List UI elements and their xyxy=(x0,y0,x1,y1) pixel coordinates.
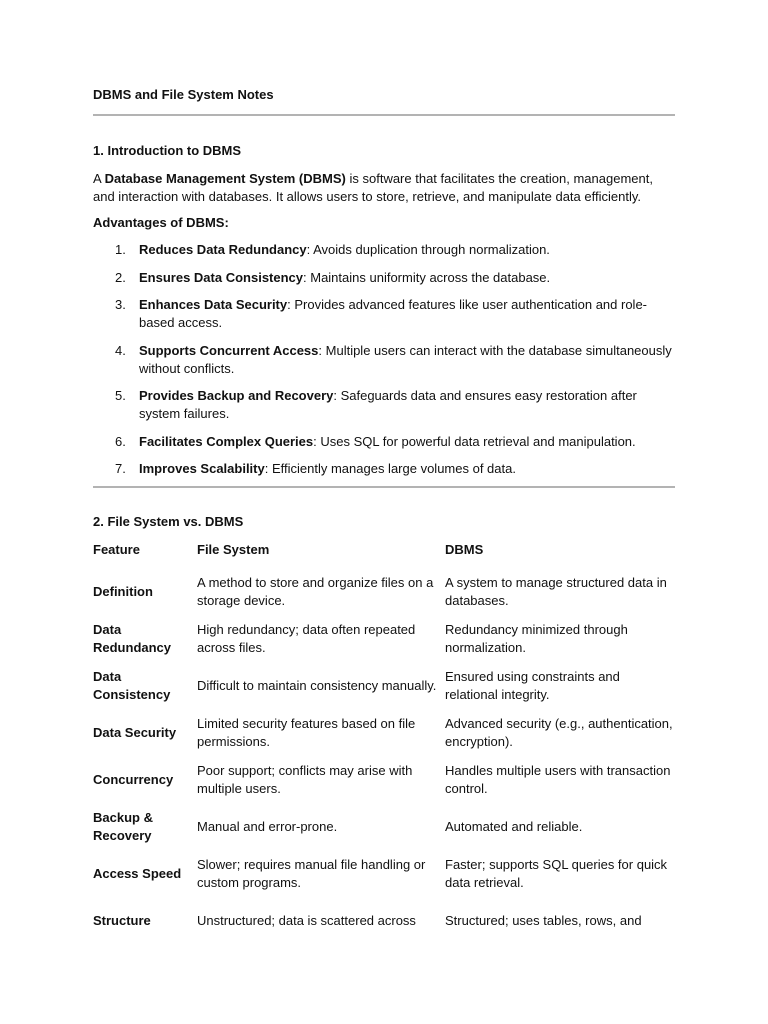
table-cell-file-system: A method to store and organize files on a storage device. xyxy=(197,574,434,608)
list-number: 3. xyxy=(115,297,126,312)
table-cell-feature: Concurrency xyxy=(93,771,174,787)
list-item-title: Reduces Data Redundancy xyxy=(139,242,307,257)
list-item-title: Enhances Data Security xyxy=(139,297,288,312)
list-number: 7. xyxy=(115,461,126,476)
list-item-text: : Safeguards data and ensures easy restoration after system failures. xyxy=(139,388,637,421)
table-cell-file-system: Limited security features based on file permissions. xyxy=(197,715,416,749)
table-cell-dbms: Faster; supports SQL queries for quick data retrieval. xyxy=(445,856,668,890)
table-cell-file-system: High redundancy; data often repeated across files. xyxy=(197,621,416,655)
section-heading-comparison: 2. File System vs. DBMS xyxy=(93,514,244,529)
advantages-list xyxy=(93,241,675,478)
column-header-file-system: File System xyxy=(197,542,270,557)
table-cell-dbms: Handles multiple users with transaction control. xyxy=(445,762,671,796)
list-item-title: Supports Concurrent Access xyxy=(139,342,319,358)
table-cell-file-system: Poor support; conflicts may arise with multiple users. xyxy=(197,762,413,796)
table-cell-feature: Data Security xyxy=(93,724,177,740)
table-row xyxy=(92,756,676,803)
table-cell-feature: Access Speed xyxy=(93,865,182,881)
table-cell-file-system: Unstructured; data is scattered across xyxy=(197,912,416,928)
table-cell-file-system: Slower; requires manual file handling or custom programs. xyxy=(197,856,426,890)
table-row xyxy=(92,709,676,756)
comparison-table xyxy=(92,541,676,944)
table-cell-dbms: Ensured using constraints and relational integrity. xyxy=(445,668,620,702)
horizontal-rule xyxy=(93,486,675,488)
table-cell-feature: Data Consistency xyxy=(93,668,171,702)
column-header-dbms: DBMS xyxy=(445,542,484,557)
table-cell-dbms: Automated and reliable. xyxy=(445,818,583,834)
list-item-text: : Provides advanced features like user authentication and role-based access. xyxy=(139,297,648,330)
table-row xyxy=(92,803,676,850)
intro-text-bold: Database Management System (DBMS) xyxy=(104,171,346,186)
table-row xyxy=(92,850,676,897)
table-cell-feature: Definition xyxy=(93,583,153,599)
section-heading-introduction: 1. Introduction to DBMS xyxy=(93,143,242,158)
section-comparison xyxy=(93,513,675,944)
table-header-row xyxy=(92,541,676,568)
table-cell-feature: Data Redundancy xyxy=(93,621,172,655)
column-header-feature: Feature xyxy=(93,542,140,557)
list-item-title: Facilitates Complex Queries xyxy=(139,433,314,449)
horizontal-rule xyxy=(93,114,675,116)
section-introduction xyxy=(93,142,675,488)
table-cell-file-system: Difficult to maintain consistency manually. xyxy=(197,677,437,693)
table-cell-feature: Backup & Recovery xyxy=(93,809,153,843)
list-item-title: Provides Backup and Recovery xyxy=(139,388,334,403)
list-item-text: : Multiple users can interact with the database simultaneously without conflicts. xyxy=(139,342,672,376)
list-number: 5. xyxy=(115,388,126,403)
list-item-text: : Efficiently manages large volumes of data. xyxy=(264,461,516,476)
table-row xyxy=(92,615,676,662)
list-item xyxy=(93,342,675,378)
intro-paragraph xyxy=(93,170,675,206)
table-row xyxy=(92,568,676,615)
table-cell-file-system: Manual and error-prone. xyxy=(197,818,338,834)
list-item-text: : Avoids duplication through normalization. xyxy=(306,242,550,257)
list-item-text: : Maintains uniformity across the database. xyxy=(303,269,551,285)
table-cell-dbms: Redundancy minimized through normalization. xyxy=(445,621,628,655)
table-cell-dbms: Structured; uses tables, rows, and xyxy=(445,912,642,928)
document-title: DBMS and File System Notes xyxy=(93,87,274,102)
table-cell-dbms: A system to manage structured data in databases. xyxy=(445,574,667,608)
intro-text-pre: A xyxy=(93,171,105,186)
list-number: 2. xyxy=(115,269,126,285)
list-item-title: Improves Scalability xyxy=(139,461,265,476)
list-item xyxy=(93,296,675,332)
list-item xyxy=(93,460,675,478)
list-item-text: : Uses SQL for powerful data retrieval and manipulation. xyxy=(313,433,636,449)
list-number: 6. xyxy=(115,433,126,449)
list-item-title: Ensures Data Consistency xyxy=(139,269,304,285)
table-row xyxy=(92,897,676,944)
list-item xyxy=(93,433,675,451)
table-row xyxy=(92,662,676,709)
list-item xyxy=(93,269,675,287)
list-number: 1. xyxy=(115,242,126,257)
intro-text-post: is software that facilitates the creation, management, and interaction with databases. It allows users to store, retrieve, and manipulate data efficiently. xyxy=(93,171,653,204)
table-cell-feature: Structure xyxy=(93,912,151,928)
table-cell-dbms: Advanced security (e.g., authentication, encryption). xyxy=(445,715,673,749)
list-item xyxy=(93,387,675,423)
list-number: 4. xyxy=(115,342,126,358)
list-item xyxy=(93,241,675,259)
advantages-heading: Advantages of DBMS: xyxy=(93,215,229,230)
